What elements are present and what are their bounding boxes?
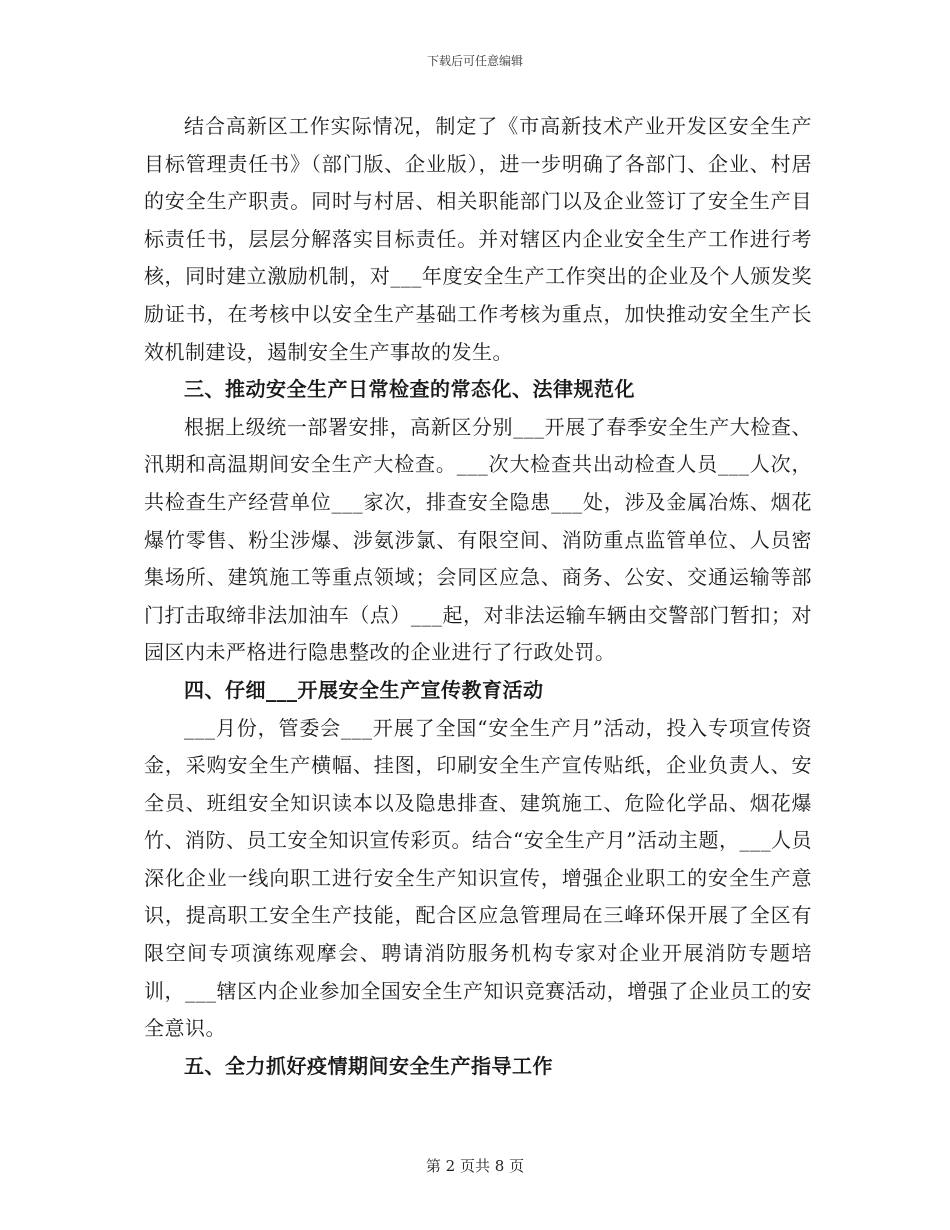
section-heading-3: 三、推动安全生产日常检查的常态化、法律规范化 <box>184 377 635 402</box>
page-footer: 第 2 页共 8 页 <box>425 1157 525 1175</box>
section-heading-4: 四、仔细___开展安全生产宣传教育活动 <box>184 677 544 702</box>
paragraph-inspection: 根据上级统一部署安排，高新区分别___开展了春季安全生产大检查、汛期和高温期间安全生产大检查。___次大检查共出动检查人员___人次，共检查生产经营单位___家次，排查安全隐患___处，涉及金属冶炼、烟花爆竹零售、粉尘涉爆、涉氨涉氯、有限空间、消防重点监管单位、人员密集场所、建筑施工等重点领域；会同区应急、商务、公安、交通运输等部门打击取缔非法加油车（点）___起，对非法运输车辆由交警部门暂扣；对园区内未严格进行隐患整改的企业进行了行政处罚。 <box>144 414 812 665</box>
paragraph-responsibility: 结合高新区工作实际情况，制定了《市高新技术产业开发区安全生产目标管理责任书》（部门版、企业版），进一步明确了各部门、企业、村居的安全生产职责。同时与村居、相关职能部门以及企业签订了安全生产目标责任书，层层分解落实目标责任。并对辖区内企业安全生产工作进行考核，同时建立激励机制，对___年度安全生产工作突出的企业及个人颁发奖励证书，在考核中以安全生产基础工作考核为重点，加快推动安全生产长效机制建设，遏制安全生产事故的发生。 <box>144 114 812 364</box>
page-header: 下载后可任意编辑 <box>426 54 523 68</box>
document-body <box>144 108 812 1085</box>
section-heading-5: 五、全力抓好疫情期间安全生产指导工作 <box>184 1053 553 1078</box>
paragraph-education: ___月份，管委会___开展了全国“安全生产月”活动，投入专项宣传资金，采购安全生产横幅、挂图，印刷安全生产宣传贴纸，企业负责人、安全员、班组安全知识读本以及隐患排查、建筑施工、危险化学品、烟花爆竹、消防、员工安全知识宣传彩页。结合“安全生产月”活动主题，___人员深化企业一线向职工进行安全生产知识宣传，增强企业职工的安全生产意识，提高职工安全生产技能，配合区应急管理局在三峰环保开展了全区有限空间专项演练观摩会、聘请消防服务机构专家对企业开展消防专题培训，___辖区内企业参加全国安全生产知识竞赛活动，增强了企业员工的安全意识。 <box>144 715 812 1041</box>
